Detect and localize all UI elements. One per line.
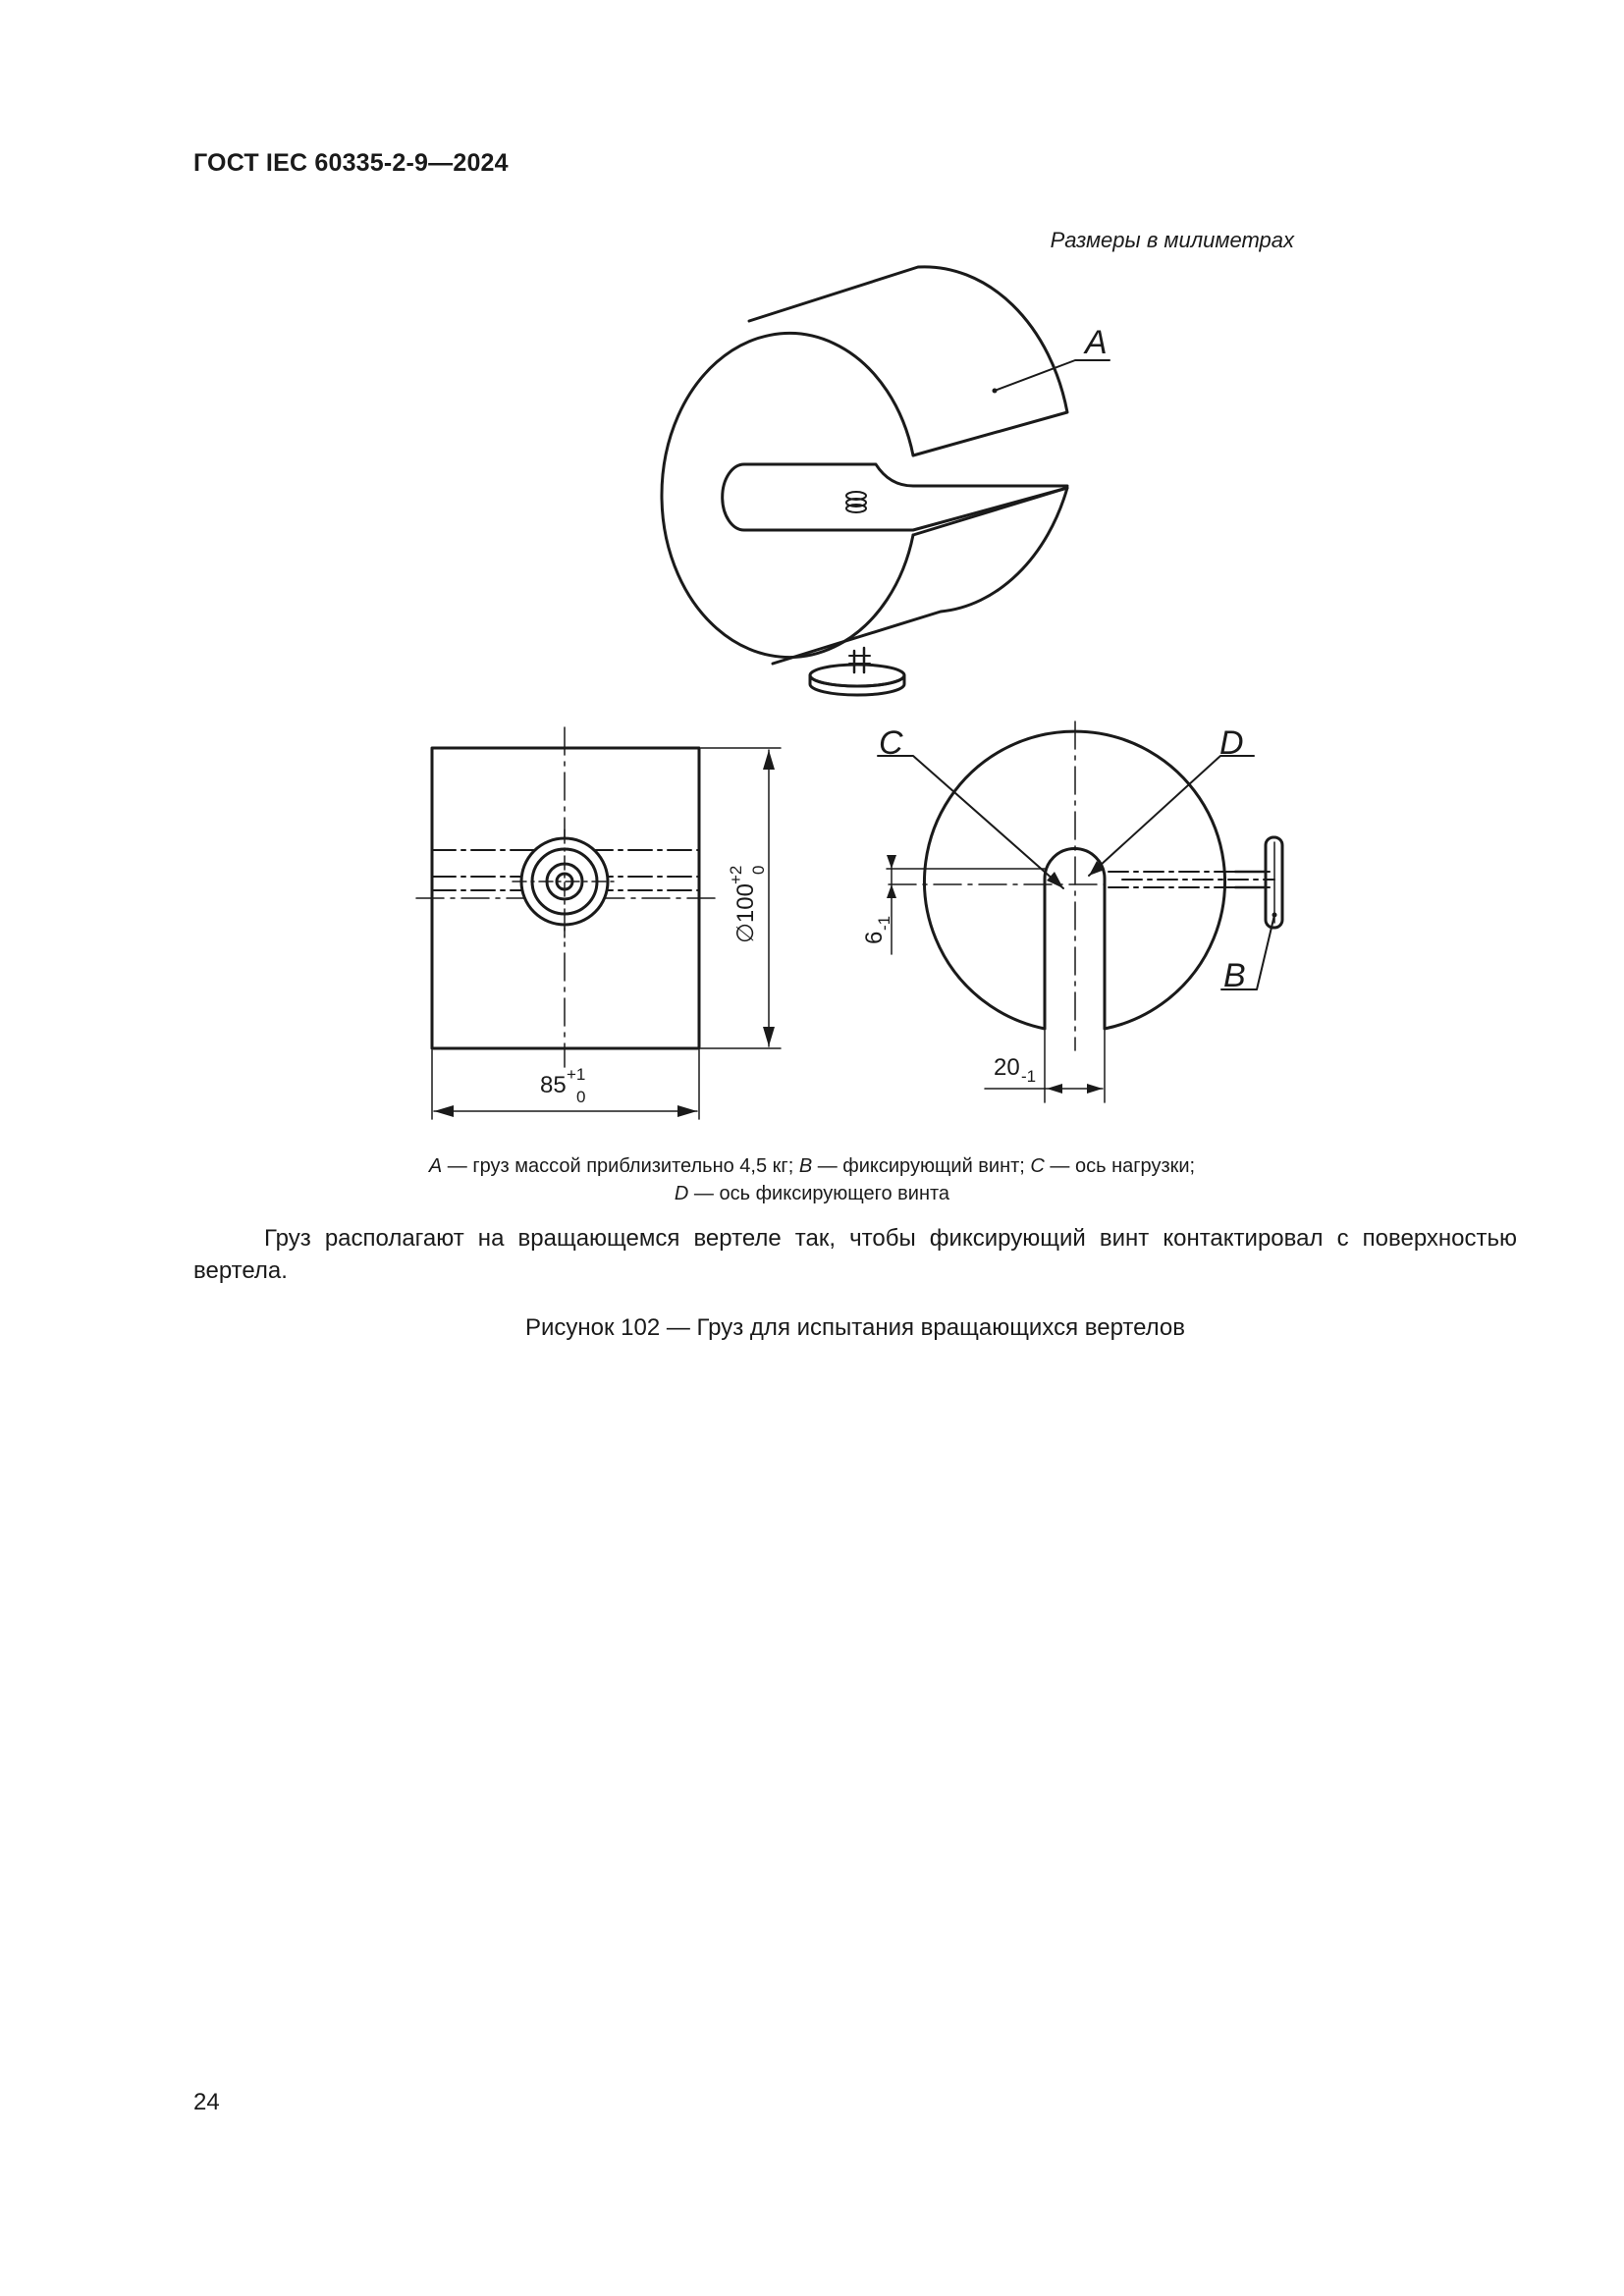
svg-text:6: 6	[861, 931, 888, 944]
label-c: C	[879, 724, 903, 762]
svg-text:85: 85	[540, 1072, 567, 1098]
front-view	[878, 721, 1282, 1102]
svg-text:20: 20	[994, 1054, 1020, 1081]
label-d-leader	[1089, 756, 1254, 876]
svg-text:+2: +2	[727, 865, 745, 884]
svg-text:∅100: ∅100	[732, 883, 759, 943]
label-b: B	[1223, 957, 1246, 994]
screw-thread	[846, 492, 866, 512]
side-view	[416, 727, 781, 1119]
slot-dimension-text	[994, 1054, 1036, 1086]
axis-dimension-text	[861, 916, 893, 944]
slot-outline	[723, 464, 1067, 530]
screw-axis-hidden	[1109, 872, 1274, 887]
svg-text:+1: +1	[567, 1065, 586, 1084]
diameter-dimension-text	[727, 866, 768, 943]
width-dimension-text	[540, 1065, 585, 1106]
isometric-view	[662, 267, 1110, 695]
units-note: Размеры в милиметрах	[1050, 228, 1294, 252]
body-paragraph: Груз располагают на вращающемся вертеле так, чтобы фиксирующий винт контактировал с поверхностью вертела.	[193, 1225, 1517, 1284]
label-a: A	[1085, 324, 1108, 361]
svg-text:-1: -1	[875, 915, 893, 931]
screw-head	[810, 648, 904, 695]
svg-text:-1: -1	[1021, 1067, 1037, 1086]
document-header: ГОСТ IEC 60335-2-9—2024	[193, 149, 509, 177]
page-number: 24	[193, 2089, 220, 2115]
svg-text:0: 0	[749, 865, 768, 875]
cylinder-front-face	[662, 333, 913, 657]
figure-legend: A — груз массой приблизительно 4,5 кг; B — фиксирующий винт; C — ось нагрузки; D — ось фиксирующего винта	[428, 1155, 1196, 1204]
svg-text:0: 0	[576, 1088, 586, 1106]
figure-caption: Рисунок 102 — Груз для испытания вращающихся вертелов	[524, 1314, 1186, 1341]
label-d: D	[1219, 724, 1244, 762]
